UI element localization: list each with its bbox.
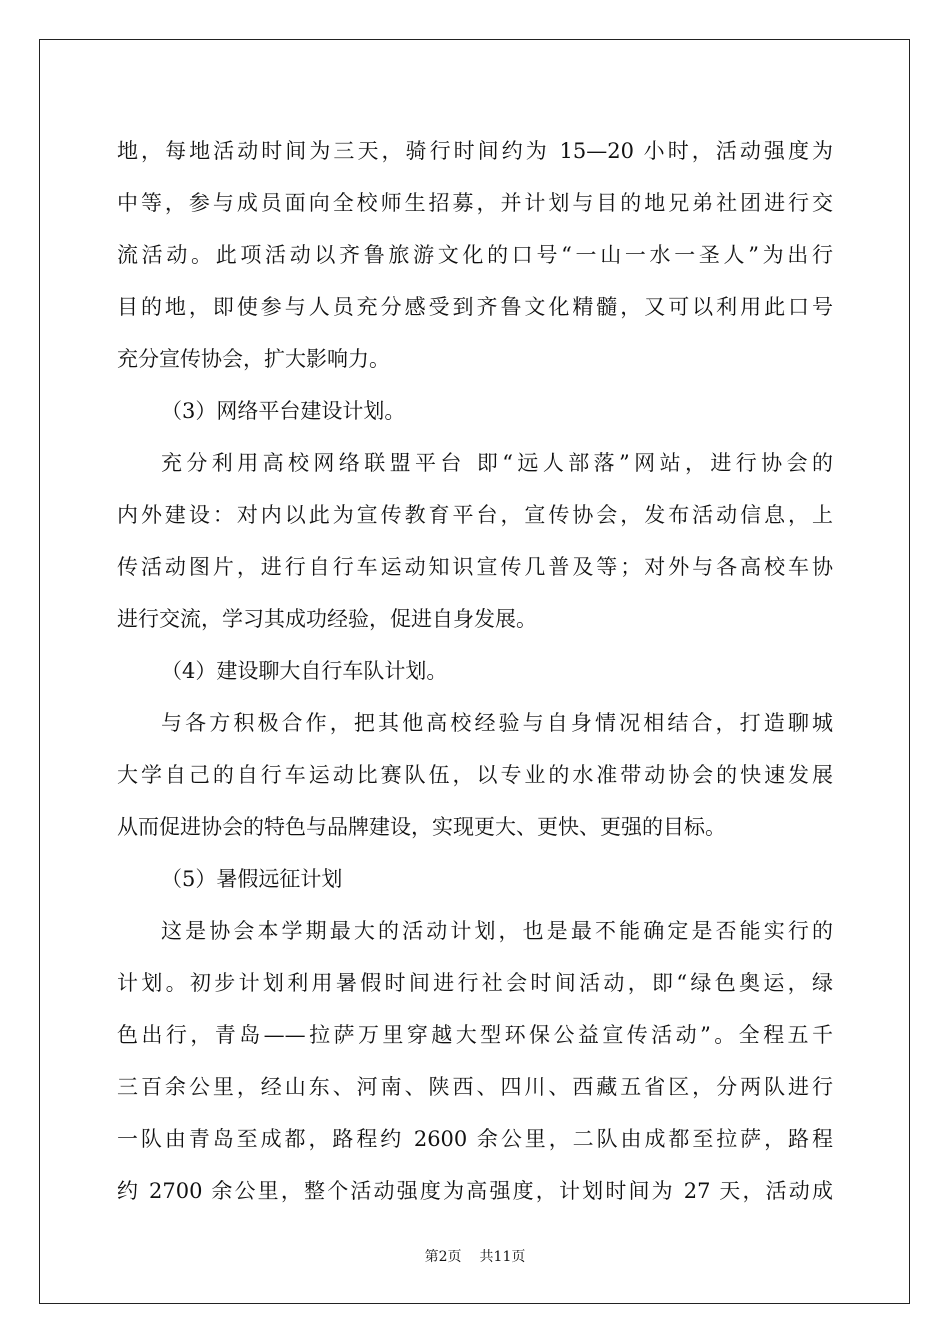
text-line-9: 传活动图片，进行自行车运动知识宣传几普及等；对外与各高校车协: [117, 555, 833, 579]
text-line-7: 充分利用高校网络联盟平台 即“远人部落”网站，进行协会的: [161, 451, 833, 475]
text-line-17: 计划。初步计划利用暑假时间进行社会时间活动，即“绿色奥运，绿: [117, 971, 833, 995]
page-number: 第2页: [424, 1249, 462, 1265]
text-line-3: 流活动。此项活动以齐鲁旅游文化的口号“一山一水一圣人”为出行: [117, 243, 833, 267]
text-line-10: 进行交流，学习其成功经验，促进自身发展。: [117, 607, 537, 631]
section-heading-4: （4）建设聊大自行车队计划。: [161, 659, 448, 683]
text-line-8: 内外建设：对内以此为宣传教育平台，宣传协会，发布活动信息，上: [117, 503, 833, 527]
document-body: [117, 125, 833, 1217]
text-line-13: 大学自己的自行车运动比赛队伍，以专业的水准带动协会的快速发展: [117, 763, 833, 787]
section-heading-5: （5）暑假远征计划: [161, 867, 343, 891]
section-heading-3: （3）网络平台建设计划。: [161, 399, 406, 423]
text-line-2: 中等，参与成员面向全校师生招募，并计划与目的地兄弟社团进行交: [117, 191, 833, 215]
text-line-20: 一队由青岛至成都，路程约 2600 余公里，二队由成都至拉萨，路程: [117, 1127, 833, 1151]
text-line-1: 地，每地活动时间为三天，骑行时间约为 15—20 小时，活动强度为: [117, 139, 833, 163]
text-line-4: 目的地，即使参与人员充分感受到齐鲁文化精髓，又可以利用此口号: [117, 295, 833, 319]
total-pages: 共11页: [479, 1249, 526, 1265]
text-line-19: 三百余公里，经山东、河南、陕西、四川、西藏五省区，分两队进行: [117, 1075, 833, 1099]
text-line-16: 这是协会本学期最大的活动计划，也是最不能确定是否能实行的: [161, 919, 833, 943]
text-line-18: 色出行，青岛——拉萨万里穿越大型环保公益宣传活动”。全程五千: [117, 1023, 833, 1047]
text-line-12: 与各方积极合作，把其他高校经验与自身情况相结合，打造聊城: [161, 711, 833, 735]
text-line-21: 约 2700 余公里，整个活动强度为高强度，计划时间为 27 天，活动成: [117, 1179, 833, 1203]
page-footer: [0, 1247, 950, 1267]
text-line-5: 充分宣传协会，扩大影响力。: [117, 347, 390, 371]
text-line-14: 从而促进协会的特色与品牌建设，实现更大、更快、更强的目标。: [117, 815, 726, 839]
